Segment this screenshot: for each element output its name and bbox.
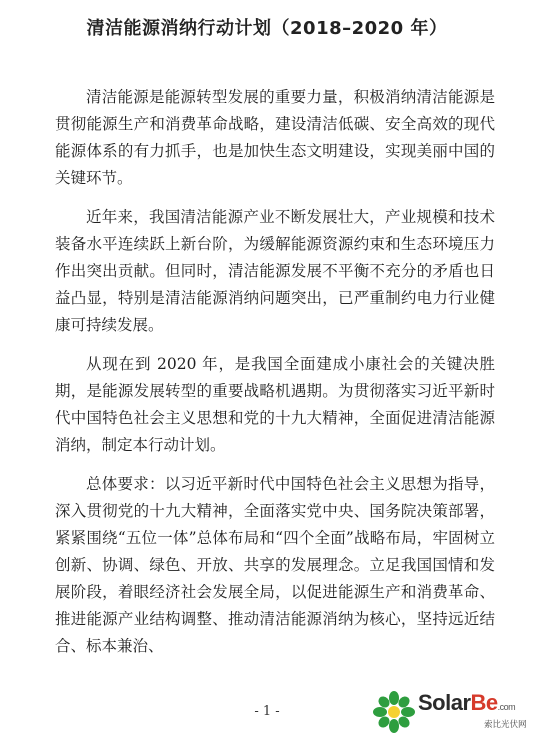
page-number: - 1 - <box>254 704 280 719</box>
paragraph-3: 从现在到 2020 年，是我国全面建成小康社会的关键决胜期，是能源发展转型的重要战略机遇期。为贯彻落实习近平新时代中国特色社会主义思想和党的十九大精神，全面促进清洁能源消纳，制定本行动计划。 <box>55 355 495 454</box>
solarbe-watermark <box>372 688 530 738</box>
brand-domain: .com <box>497 702 516 712</box>
solarbe-logo-icon <box>372 690 416 734</box>
solarbe-brand <box>418 690 515 716</box>
document-title: 清洁能源消纳行动计划（2018–2020 年） <box>86 18 448 39</box>
paragraph-2: 近年来，我国清洁能源产业不断发展壮大，产业规模和技术装备水平连续跃上新台阶，为缓解能源资源约束和生态环境压力作出突出贡献。但同时，清洁能源发展不平衡不充分的矛盾也日益凸显，特别是清洁能源消纳问题突出，已严重制约电力行业健康可持续发展。 <box>55 208 495 334</box>
paragraph-1: 清洁能源是能源转型发展的重要力量，积极消纳清洁能源是贯彻能源生产和消费革命战略，建设清洁低碳、安全高效的现代能源体系的有力抓手，也是加快生态文明建设，实现美丽中国的关键环节。 <box>55 88 495 187</box>
document-body <box>55 84 495 672</box>
paragraph-4: 总体要求：以习近平新时代中国特色社会主义思想为指导，深入贯彻党的十九大精神，全面落实党中央、国务院决策部署，紧紧围绕“五位一体”总体布局和“四个全面”战略布局，牢固树立创新、协调、绿色、开放、共享的发展理念。立足我国国情和发展阶段，着眼经济社会发展全局，以促进能源生产和消费革命、推进能源产业结构调整、推动清洁能源消纳为核心，坚持远近结合、标本兼治、 <box>55 475 495 655</box>
brand-subtitle: 索比光伏网 <box>484 720 527 730</box>
brand-suffix: Be <box>470 690 498 715</box>
brand-prefix: Solar <box>418 690 471 715</box>
